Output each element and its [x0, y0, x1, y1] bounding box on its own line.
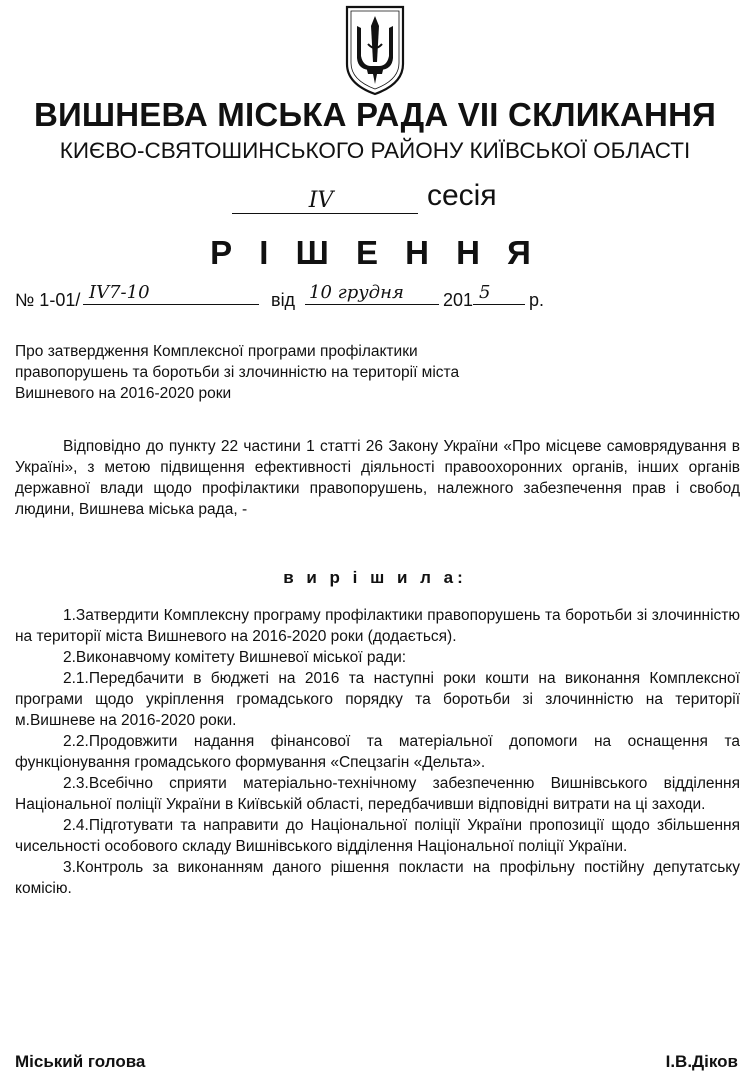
session-number: IV	[232, 188, 418, 214]
decision-item: 2.1.Передбачити в бюджеті на 2016 та наступні роки кошти на виконання Комплексної програми щодо укріплення громадського порядку та боротьби зі злочинністю на території м.Вишневе на 2016-2020 роки.	[15, 670, 740, 729]
signature-title: Міський голова	[15, 1052, 146, 1071]
decision-number-line	[15, 282, 735, 316]
decision-subject: Про затвердження Комплексної програми профілактики правопорушень та боротьби зі злочинністю на території міста Вишневого на 2016-2020 роки	[15, 343, 460, 402]
decision-items	[15, 605, 740, 899]
decision-date: 10 грудня	[309, 282, 404, 303]
decision-title: Р І Ш Е Н Н Я	[210, 234, 540, 271]
year-prefix: 201	[443, 290, 474, 310]
resolved-heading: в и р і ш и л а:	[283, 568, 467, 587]
decision-item: 2.Виконавчому комітету Вишневої міської ради:	[63, 649, 407, 666]
date-blank	[305, 282, 439, 305]
decision-item: 2.4.Підготувати та направити до Національної поліції України пропозиції щодо збільшення чисельності особового складу Вишнівського відділення Національної поліції України.	[15, 817, 740, 855]
district-name: КИЄВО-СВЯТОШИНСЬКОГО РАЙОНУ КИЇВСЬКОЇ ОБЛАСТІ	[59, 138, 691, 163]
from-label: від	[271, 290, 296, 310]
council-name: ВИШНЕВА МІСЬКА РАДА VII СКЛИКАННЯ	[33, 96, 717, 133]
number-prefix: № 1-01/	[15, 290, 81, 310]
decision-item: 2.3.Всебічно сприяти матеріально-технічному забезпеченню Вишнівського відділення Національної поліції України в Київській області, передбачивши відповідні витрати на ці заходи.	[15, 775, 740, 813]
signature-name: І.В.Діков	[665, 1052, 738, 1071]
year-suffix: р.	[529, 290, 545, 310]
year-blank	[473, 282, 525, 305]
session-line	[232, 178, 532, 218]
preamble-paragraph: Відповідно до пункту 22 частини 1 статті 26 Закону України «Про місцеве самоврядування в Україні», з метою підвищення ефективності діяльності правоохоронних органів, інших органів державної влади щодо профілактики правопорушень, належного забезпечення прав і свобод людини, Вишнева міська рада, -	[15, 438, 740, 518]
decision-item: 3.Контроль за виконанням даного рішення покласти на профільну постійну депутатську комісію.	[15, 859, 740, 897]
decision-item: 1.Затвердити Комплексну програму профілактики правопорушень та боротьби зі злочинністю на території міста Вишневого на 2016-2020 роки (додається).	[15, 607, 740, 645]
year-digit: 5	[479, 282, 491, 303]
decision-number-blank	[83, 282, 259, 305]
trident-emblem-icon	[344, 4, 406, 96]
session-label: сесія	[427, 179, 497, 212]
decision-number: IV7-10	[89, 282, 150, 303]
decision-item: 2.2.Продовжити надання фінансової та матеріальної допомоги на оснащення та функціонування громадського формування «Спецзагін «Дельта».	[15, 733, 740, 771]
